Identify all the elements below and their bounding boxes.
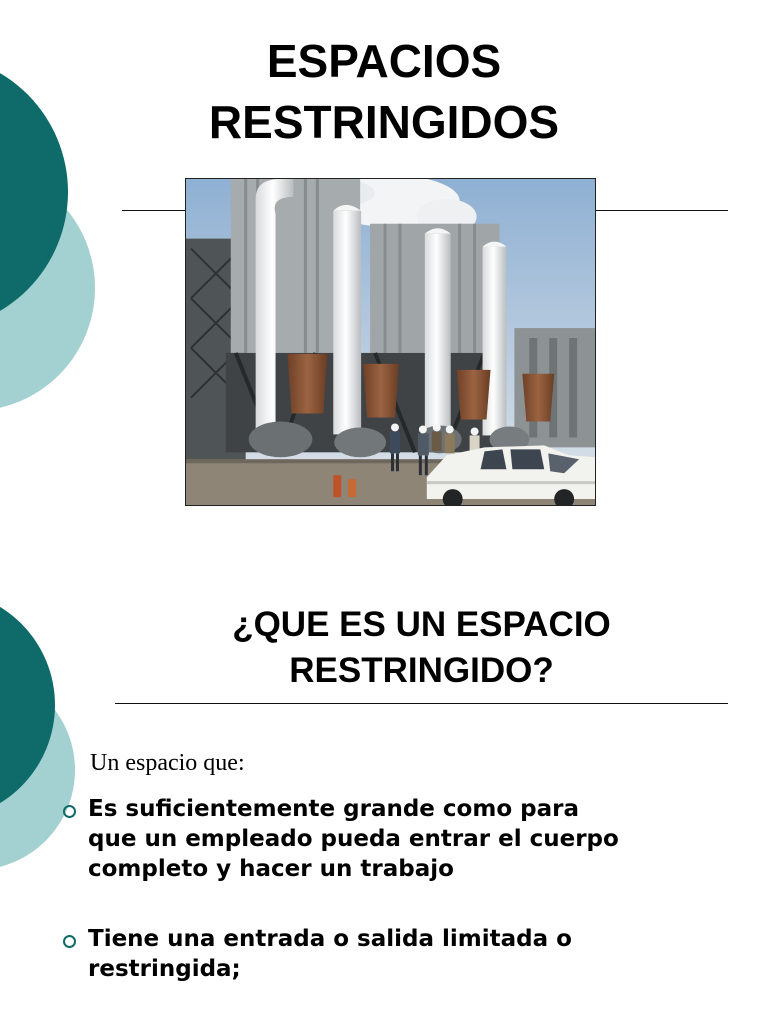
industrial-plant-picture bbox=[186, 179, 595, 505]
slide-2 bbox=[0, 512, 768, 1024]
bullet-line: restringida; bbox=[88, 956, 241, 982]
hollow-circle-bullet-icon bbox=[63, 935, 76, 948]
bullet-line: Tiene una entrada o salida limitada o bbox=[88, 926, 572, 952]
bullet-line: que un empleado pueda entrar el cuerpo bbox=[88, 826, 619, 852]
slide-heading-line: RESTRINGIDO? bbox=[289, 651, 554, 690]
slide-title-line: ESPACIOS bbox=[266, 35, 502, 87]
bullet-text bbox=[88, 794, 619, 884]
slide-heading bbox=[115, 602, 728, 694]
slide-title-line: RESTRINGIDOS bbox=[208, 96, 560, 148]
intro-text: Un espacio que: bbox=[90, 750, 245, 776]
bullet-line: completo y hacer un trabajo bbox=[88, 856, 454, 882]
industrial-plant-photo bbox=[185, 178, 596, 506]
heading-divider-line bbox=[115, 703, 728, 704]
hollow-circle-bullet-icon bbox=[63, 805, 76, 818]
bullet-line: Es suficientemente grande como para bbox=[88, 796, 579, 822]
slide-heading-line: ¿QUE ES UN ESPACIO bbox=[232, 605, 611, 644]
bullet-text bbox=[88, 924, 572, 984]
slide-title bbox=[0, 31, 768, 153]
